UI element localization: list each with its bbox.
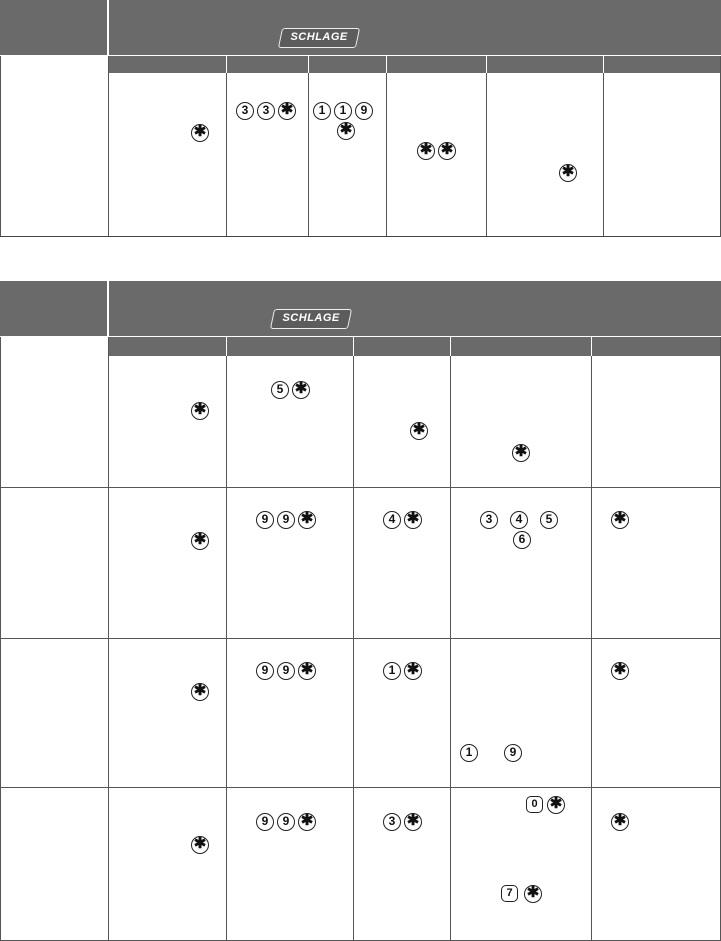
table2-brand-header <box>109 281 721 336</box>
key-9: 9 <box>355 102 373 120</box>
key-9: 9 <box>277 662 295 680</box>
schlage-logo-text: SCHLAGE <box>290 31 348 43</box>
star-key: ✱ <box>292 381 310 399</box>
star-key: ✱ <box>337 122 355 140</box>
key-0: 0 <box>526 796 543 813</box>
schlage-logo <box>278 28 360 48</box>
key-1: 1 <box>383 662 401 680</box>
star-key: ✱ <box>278 102 296 120</box>
star-key: ✱ <box>298 813 316 831</box>
key-5: 5 <box>540 511 558 529</box>
star-key: ✱ <box>611 662 629 680</box>
key-4: 4 <box>383 511 401 529</box>
key-9: 9 <box>504 744 522 762</box>
star-key: ✱ <box>404 813 422 831</box>
table1-corner-header <box>0 0 107 55</box>
key-4: 4 <box>510 511 528 529</box>
star-key: ✱ <box>611 511 629 529</box>
key-9: 9 <box>277 511 295 529</box>
schlage-logo <box>270 309 352 329</box>
key-3: 3 <box>257 102 275 120</box>
key-3: 3 <box>480 511 498 529</box>
star-key: ✱ <box>559 164 577 182</box>
key-1: 1 <box>334 102 352 120</box>
star-key: ✱ <box>298 511 316 529</box>
schlage-logo-text: SCHLAGE <box>282 312 340 324</box>
star-key: ✱ <box>298 662 316 680</box>
star-key: ✱ <box>191 402 209 420</box>
star-key: ✱ <box>410 422 428 440</box>
key-9: 9 <box>277 813 295 831</box>
star-key: ✱ <box>404 662 422 680</box>
key-9: 9 <box>256 511 274 529</box>
key-5: 5 <box>271 381 289 399</box>
key-6: 6 <box>513 531 531 549</box>
key-1: 1 <box>460 744 478 762</box>
star-key: ✱ <box>404 511 422 529</box>
table1-brand-header <box>109 0 721 55</box>
star-key: ✱ <box>191 124 209 142</box>
key-3: 3 <box>236 102 254 120</box>
key-9: 9 <box>256 662 274 680</box>
star-key: ✱ <box>512 444 530 462</box>
key-7: 7 <box>501 885 518 902</box>
key-1: 1 <box>313 102 331 120</box>
key-9: 9 <box>256 813 274 831</box>
star-key: ✱ <box>191 532 209 550</box>
key-3: 3 <box>383 813 401 831</box>
star-key: ✱ <box>438 142 456 160</box>
star-key: ✱ <box>417 142 435 160</box>
star-key: ✱ <box>191 683 209 701</box>
star-key: ✱ <box>524 885 542 903</box>
star-key: ✱ <box>611 813 629 831</box>
star-key: ✱ <box>547 796 565 814</box>
table2-corner-header <box>0 281 107 336</box>
star-key: ✱ <box>191 836 209 854</box>
